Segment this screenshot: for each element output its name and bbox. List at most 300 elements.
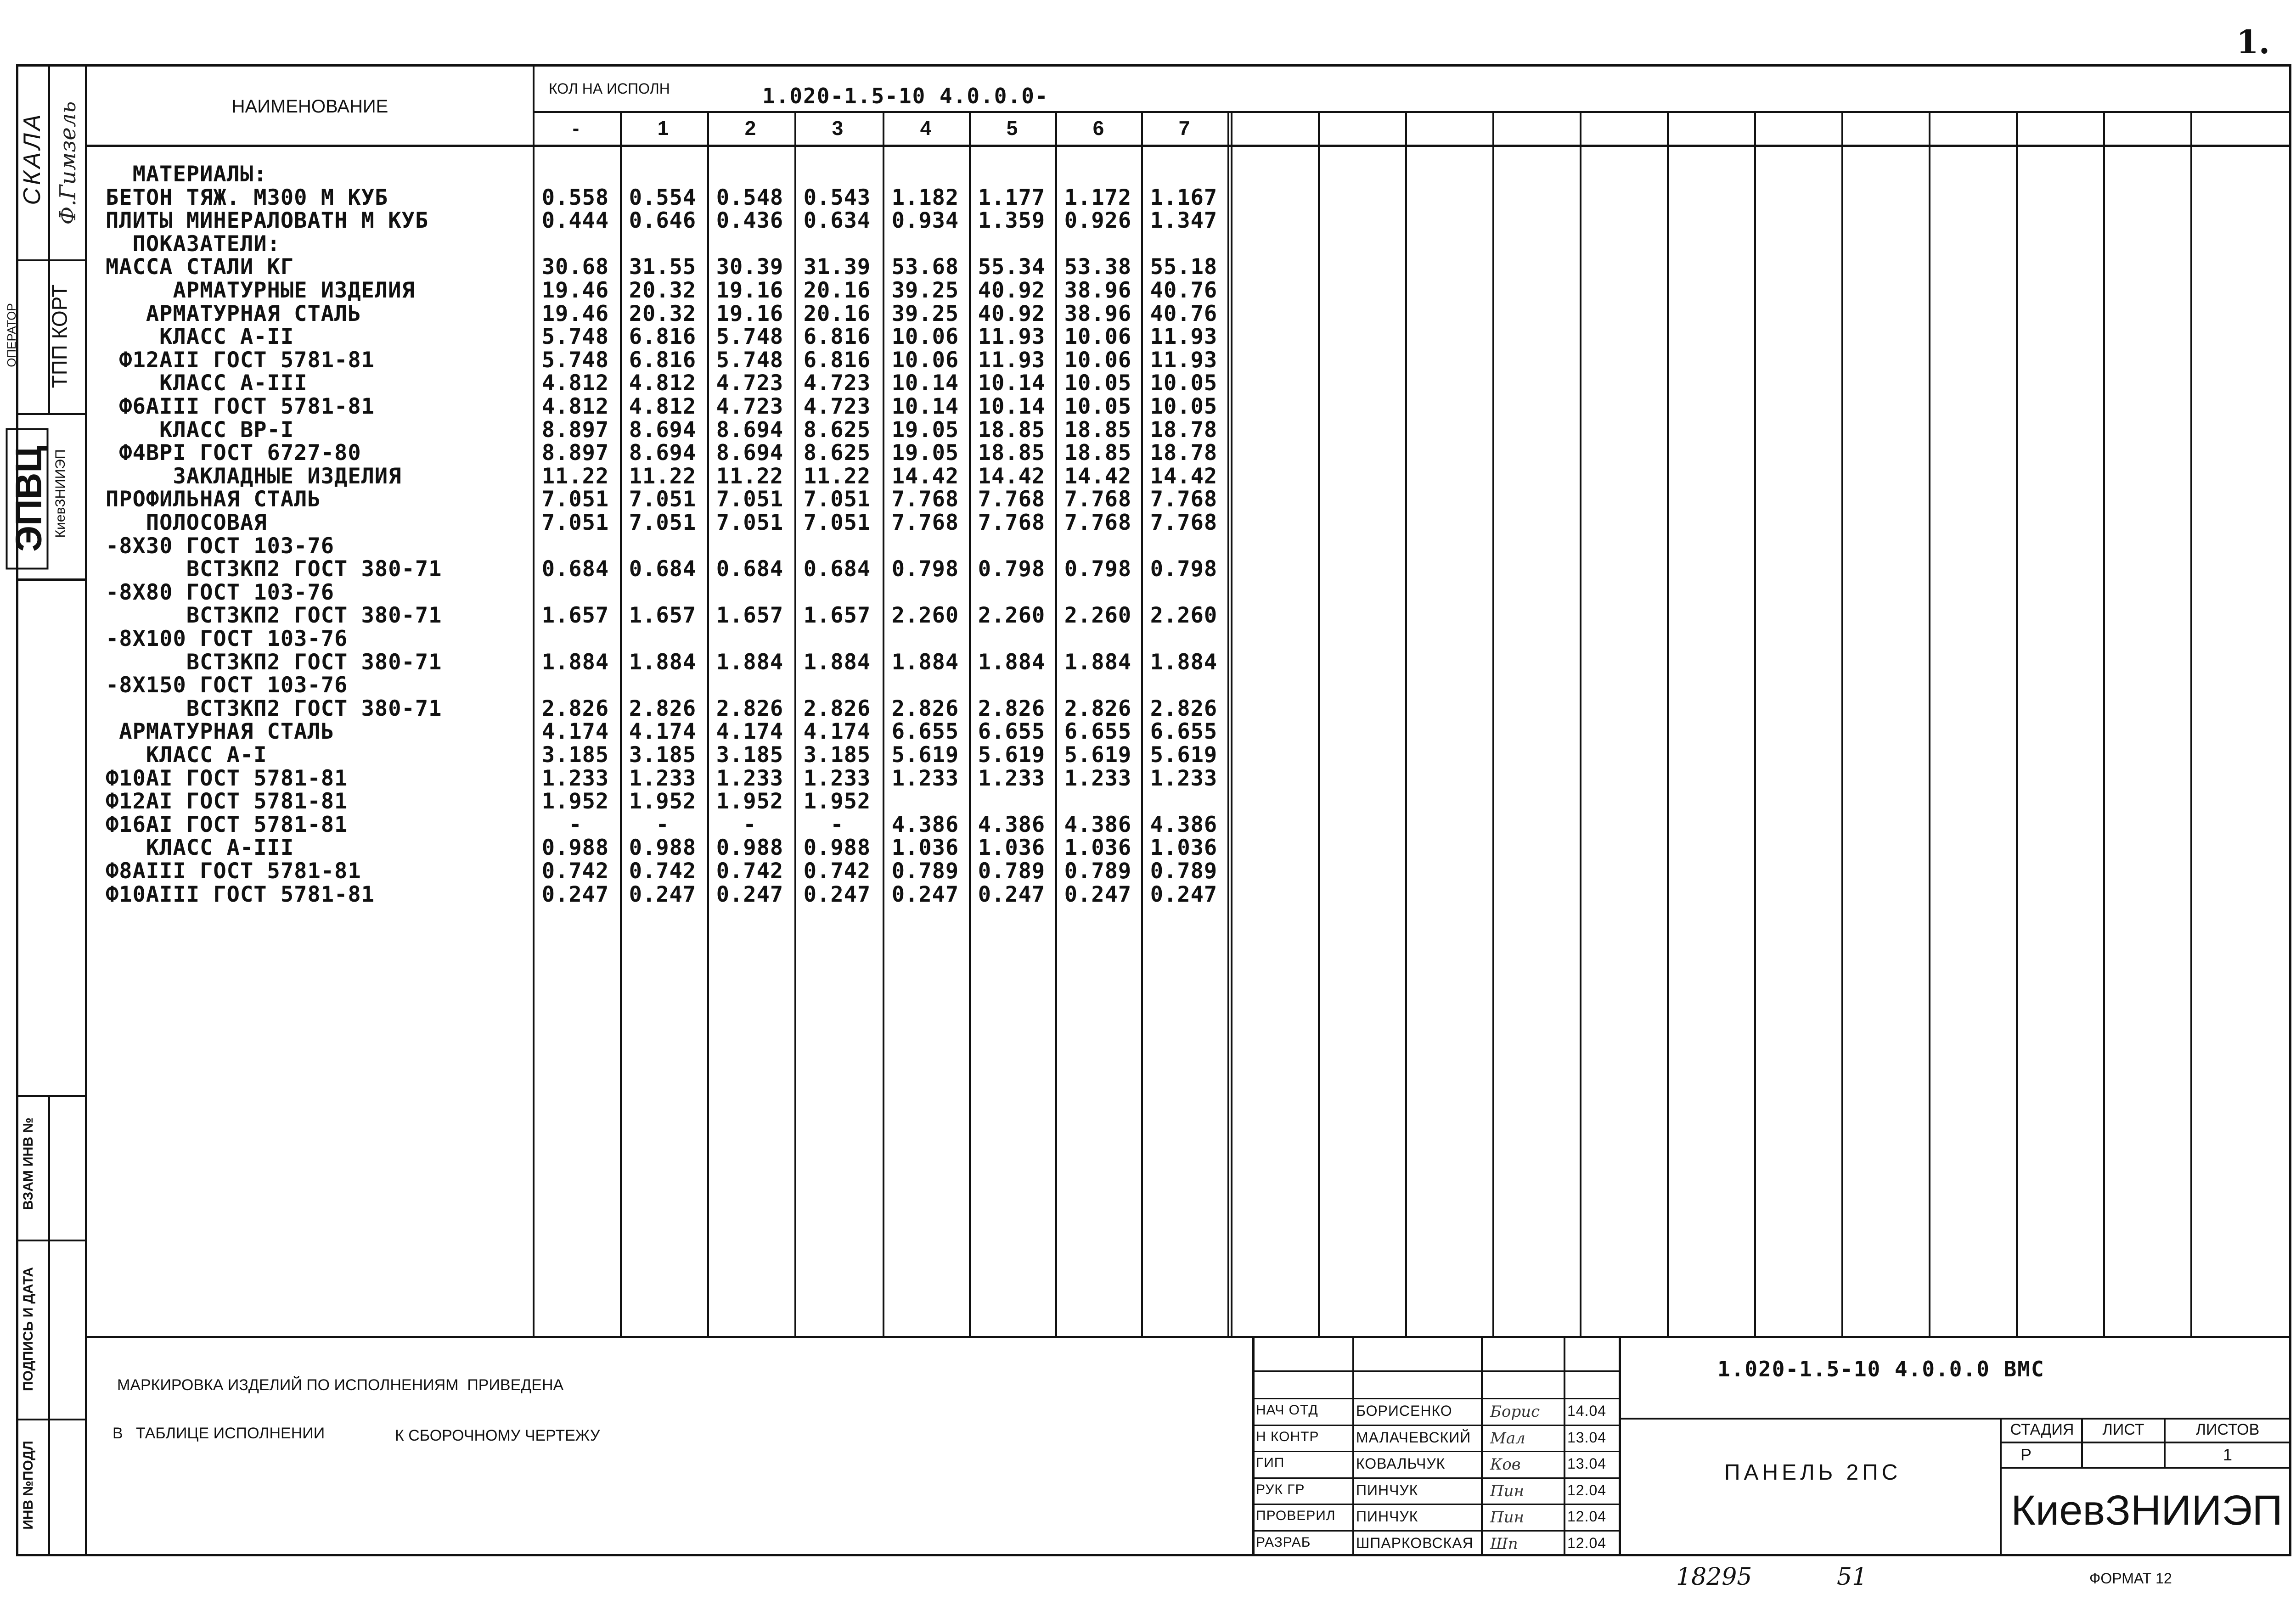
tb-role: НАЧ ОТД <box>1256 1403 1318 1418</box>
tb-row-line <box>1252 1477 1620 1479</box>
table-cell: - <box>743 812 757 837</box>
table-cell: 0.554 <box>629 185 697 210</box>
table-cell: 0.742 <box>629 859 697 884</box>
inv-podl-label: ИНВ №ПОДЛ <box>21 1441 36 1530</box>
table-row-name: Ф12АI ГОСТ 5781-81 <box>106 789 348 814</box>
table-cell: 4.723 <box>716 394 784 419</box>
tb-date: 14.04 <box>1567 1403 1607 1419</box>
table-cell: 7.051 <box>629 487 697 512</box>
table-cell: 0.558 <box>541 185 609 210</box>
note-line-1: МАРКИРОВКА ИЗДЕЛИЙ ПО ИСПОЛНЕНИЯМ ПРИВЕДЕНА <box>117 1376 564 1394</box>
table-cell: 10.06 <box>1064 347 1132 373</box>
table-cell: 10.14 <box>978 394 1046 419</box>
table-cell: 1.884 <box>1064 649 1132 675</box>
org-label: ЭПВЦ <box>6 428 49 570</box>
table-row-name: Ф10АI ГОСТ 5781-81 <box>106 765 348 791</box>
table-cell: 20.16 <box>803 301 871 326</box>
tb-person-name: БОРИСЕНКО <box>1356 1403 1452 1419</box>
table-cell: 0.988 <box>716 835 784 861</box>
table-row-name: -8Х100 ГОСТ 103-76 <box>106 626 348 651</box>
table-cell: - <box>568 812 582 837</box>
table-cell: 0.247 <box>891 881 959 907</box>
tb-person-name: МАЛАЧЕВСКИЙ <box>1356 1429 1471 1446</box>
table-cell: 18.85 <box>978 440 1046 466</box>
tb-c1-line <box>1352 1336 1354 1556</box>
table-row-name: АРМАТУРНАЯ СТАЛЬ <box>106 301 361 326</box>
header-bottom-line <box>85 145 2291 147</box>
tb-stage-bottom-line-2 <box>2000 1467 2291 1469</box>
table-row-name: -8Х30 ГОСТ 103-76 <box>106 533 335 559</box>
table-cell: 1.884 <box>891 649 959 675</box>
table-cell: 4.386 <box>891 812 959 837</box>
table-cell: 0.798 <box>1064 556 1132 582</box>
table-cell: 1.884 <box>1150 649 1218 675</box>
table-cell: 7.051 <box>541 510 609 535</box>
table-cell: 8.625 <box>803 417 871 443</box>
table-cell: 5.748 <box>541 324 609 350</box>
table-cell: 7.768 <box>978 510 1046 535</box>
table-cell: 7.768 <box>978 487 1046 512</box>
table-cell: 4.174 <box>716 719 784 745</box>
table-cell: 1.884 <box>541 649 609 675</box>
table-row-name: ВСТ3КП2 ГОСТ 380-71 <box>106 556 442 582</box>
tb-role: ГИП <box>1256 1455 1285 1470</box>
column-header: 1 <box>657 117 669 140</box>
tb-date: 12.04 <box>1567 1535 1607 1551</box>
table-cell: 19.16 <box>716 278 784 303</box>
tb-signature: Ков <box>1490 1455 1521 1474</box>
table-row-name: МАССА СТАЛИ КГ <box>106 254 294 280</box>
table-row-name: КЛАСС А-III <box>106 835 294 861</box>
tb-c4-line <box>1619 1336 1621 1556</box>
table-cell: 6.816 <box>629 324 697 350</box>
tb-role: ПРОВЕРИЛ <box>1256 1508 1336 1523</box>
tb-person-name: ШПАРКОВСКАЯ <box>1356 1535 1474 1551</box>
table-cell: 0.798 <box>978 556 1046 582</box>
table-row-name: МАТЕРИАЛЫ: <box>106 162 267 187</box>
table-cell: 4.812 <box>541 370 609 396</box>
column-divider <box>1231 111 1232 1336</box>
frame-inner-left-line <box>85 64 87 1556</box>
sheets-value: 1 <box>2223 1445 2233 1464</box>
table-cell: 3.185 <box>803 742 871 768</box>
column-divider <box>1667 111 1669 1336</box>
stage-label: СТАДИЯ <box>2010 1421 2074 1438</box>
table-cell: 18.78 <box>1150 417 1218 443</box>
table-row-name: ПОЛОСОВАЯ <box>106 510 267 535</box>
table-cell: 1.657 <box>541 603 609 629</box>
podpis-data-label: ПОДПИСЬ И ДАТА <box>21 1267 36 1392</box>
column-header: 3 <box>832 117 844 140</box>
table-row-name: КЛАСС ВР-I <box>106 417 294 443</box>
sidebar-mid-line-2 <box>48 1095 50 1556</box>
table-cell: 5.748 <box>716 324 784 350</box>
table-cell: 0.988 <box>803 835 871 861</box>
table-cell: 18.85 <box>1064 440 1132 466</box>
table-cell: 55.18 <box>1150 254 1218 280</box>
table-cell: 14.42 <box>1150 463 1218 489</box>
table-row-name: ВСТ3КП2 ГОСТ 380-71 <box>106 603 442 629</box>
table-cell: 53.38 <box>1064 254 1132 280</box>
vzam-inv-label: ВЗАМ ИНВ № <box>21 1117 36 1210</box>
table-cell: 1.233 <box>803 765 871 791</box>
note-line-2b: К СБОРОЧНОМУ ЧЕРТЕЖУ <box>395 1427 600 1444</box>
table-row-name: -8Х80 ГОСТ 103-76 <box>106 579 335 605</box>
tb-signature: Мал <box>1490 1429 1525 1448</box>
table-row-name: ВСТ3КП2 ГОСТ 380-71 <box>106 649 442 675</box>
table-cell: 1.359 <box>978 208 1046 234</box>
table-cell: 0.548 <box>716 185 784 210</box>
table-cell: 38.96 <box>1064 278 1132 303</box>
table-row-name: КЛАСС А-III <box>106 370 308 396</box>
table-cell: 18.78 <box>1150 440 1218 466</box>
table-cell: 0.742 <box>541 859 609 884</box>
table-cell: 7.051 <box>803 487 871 512</box>
table-cell: 1.036 <box>891 835 959 861</box>
table-cell: 0.646 <box>629 208 697 234</box>
frame-bottom-line <box>16 1554 2291 1556</box>
table-cell: 0.742 <box>716 859 784 884</box>
table-cell: 5.619 <box>1150 742 1218 768</box>
table-cell: 0.988 <box>629 835 697 861</box>
sheet-label: ЛИСТ <box>2102 1421 2144 1438</box>
table-cell: 0.444 <box>541 208 609 234</box>
header-code: 1.020-1.5-10 4.0.0.0- <box>762 84 1049 108</box>
table-cell: 1.884 <box>978 649 1046 675</box>
sheets-label: ЛИСТОВ <box>2195 1421 2260 1438</box>
table-row-name: КЛАСС А-I <box>106 742 267 768</box>
tb-person-name: ПИНЧУК <box>1356 1508 1418 1525</box>
table-cell: 4.174 <box>629 719 697 745</box>
table-row-name: БЕТОН ТЯЖ. М300 М КУБ <box>106 185 388 210</box>
table-cell: 19.46 <box>541 301 609 326</box>
table-row-name: КЛАСС А-II <box>106 324 294 350</box>
sidebar-sep-6 <box>16 1419 87 1420</box>
table-cell: 19.16 <box>716 301 784 326</box>
table-cell: 1.347 <box>1150 208 1218 234</box>
kol-label: КОЛ НА ИСПОЛН <box>549 80 670 97</box>
column-divider <box>1580 111 1581 1336</box>
table-cell: 1.952 <box>716 789 784 814</box>
column-divider <box>1929 111 1930 1336</box>
table-row-name: ПОКАЗАТЕЛИ: <box>106 231 281 257</box>
table-cell: 0.247 <box>1064 881 1132 907</box>
table-cell: 4.723 <box>716 370 784 396</box>
table-cell: 8.897 <box>541 440 609 466</box>
tb-date: 12.04 <box>1567 1482 1607 1498</box>
table-cell: 2.826 <box>1150 696 1218 721</box>
table-cell: 1.233 <box>629 765 697 791</box>
table-cell: 30.39 <box>716 254 784 280</box>
table-cell: 0.247 <box>629 881 697 907</box>
table-cell: - <box>656 812 670 837</box>
table-cell: 6.816 <box>803 347 871 373</box>
table-cell: 4.174 <box>803 719 871 745</box>
table-cell: 1.657 <box>803 603 871 629</box>
table-cell: 2.826 <box>1064 696 1132 721</box>
table-row-name: ПЛИТЫ МИНЕРАЛОВАТН М КУБ <box>106 208 429 234</box>
tb-row-line <box>1252 1425 1620 1426</box>
table-cell: 1.884 <box>803 649 871 675</box>
table-cell: 6.816 <box>803 324 871 350</box>
table-cell: 10.05 <box>1064 394 1132 419</box>
table-cell: 8.694 <box>716 417 784 443</box>
sidebar-sep-1 <box>16 259 87 261</box>
table-cell: 11.22 <box>629 463 697 489</box>
table-cell: 39.25 <box>891 301 959 326</box>
table-cell: 39.25 <box>891 278 959 303</box>
table-row-name: Ф12АII ГОСТ 5781-81 <box>106 347 375 373</box>
column-header: 6 <box>1092 117 1104 140</box>
table-cell: 10.06 <box>891 324 959 350</box>
table-cell: 31.39 <box>803 254 871 280</box>
table-cell: 10.06 <box>1064 324 1132 350</box>
tb-role: РУК ГР <box>1256 1482 1305 1497</box>
table-row-name: -8Х150 ГОСТ 103-76 <box>106 673 348 698</box>
table-cell: 2.826 <box>716 696 784 721</box>
table-cell: 2.826 <box>978 696 1046 721</box>
table-cell: 0.247 <box>541 881 609 907</box>
table-cell: 10.14 <box>891 394 959 419</box>
table-cell: 30.68 <box>541 254 609 280</box>
table-cell: 0.789 <box>978 859 1046 884</box>
table-cell: 1.233 <box>1064 765 1132 791</box>
column-divider <box>1754 111 1756 1336</box>
table-cell: 1.036 <box>1150 835 1218 861</box>
table-cell: 2.826 <box>891 696 959 721</box>
table-cell: 8.625 <box>803 440 871 466</box>
table-cell: 1.172 <box>1064 185 1132 210</box>
table-row-name: Ф16АI ГОСТ 5781-81 <box>106 812 348 837</box>
table-row-name: АРМАТУРНЫЕ ИЗДЕЛИЯ <box>106 278 415 303</box>
column-divider <box>2190 111 2192 1336</box>
tb-date: 13.04 <box>1567 1429 1607 1446</box>
table-cell: 1.884 <box>629 649 697 675</box>
tb-right-split-line <box>1619 1418 2291 1420</box>
column-divider <box>2103 111 2105 1336</box>
tb-left-line <box>1252 1336 1255 1556</box>
table-cell: 11.93 <box>1150 324 1218 350</box>
table-cell: 11.93 <box>1150 347 1218 373</box>
table-cell: 14.42 <box>1064 463 1132 489</box>
stage-value: Р <box>2020 1445 2032 1464</box>
table-cell: 14.42 <box>978 463 1046 489</box>
table-cell: 2.826 <box>629 696 697 721</box>
doc-title: ПАНЕЛЬ 2ПС <box>1724 1460 1902 1485</box>
table-cell: 0.684 <box>629 556 697 582</box>
table-cell: - <box>830 812 844 837</box>
tb-person-name: ПИНЧУК <box>1356 1482 1418 1498</box>
column-header: - <box>572 117 580 140</box>
table-cell: 40.92 <box>978 301 1046 326</box>
table-cell: 3.185 <box>541 742 609 768</box>
table-cell: 4.386 <box>978 812 1046 837</box>
table-row-name: Ф4ВРI ГОСТ 6727-80 <box>106 440 361 466</box>
table-cell: 1.233 <box>541 765 609 791</box>
table-cell: 18.85 <box>978 417 1046 443</box>
tb-row-line <box>1252 1370 1620 1372</box>
table-cell: 40.76 <box>1150 301 1218 326</box>
table-cell: 11.93 <box>978 324 1046 350</box>
table-cell: 1.884 <box>716 649 784 675</box>
table-cell: 6.655 <box>978 719 1046 745</box>
tb-date: 13.04 <box>1567 1455 1607 1472</box>
tb-signature: Борис <box>1490 1403 1540 1421</box>
table-cell: 7.051 <box>716 487 784 512</box>
table-cell: 20.32 <box>629 278 697 303</box>
operator-label: ОПЕРАТОР <box>5 303 18 367</box>
column-header: 7 <box>1178 117 1190 140</box>
table-row-name: Ф8АIII ГОСТ 5781-81 <box>106 859 361 884</box>
table-cell: 7.051 <box>629 510 697 535</box>
table-cell: 1.233 <box>891 765 959 791</box>
table-cell: 0.789 <box>1150 859 1218 884</box>
table-cell: 8.694 <box>629 440 697 466</box>
table-cell: 5.748 <box>716 347 784 373</box>
tb-row-line <box>1252 1504 1620 1505</box>
table-cell: 3.185 <box>629 742 697 768</box>
table-cell: 0.789 <box>1064 859 1132 884</box>
table-cell: 5.748 <box>541 347 609 373</box>
table-cell: 0.436 <box>716 208 784 234</box>
tb-c2-line <box>1481 1336 1483 1556</box>
table-cell: 0.247 <box>716 881 784 907</box>
table-cell: 0.684 <box>716 556 784 582</box>
table-cell: 4.723 <box>803 370 871 396</box>
table-cell: 2.260 <box>891 603 959 629</box>
table-cell: 4.723 <box>803 394 871 419</box>
table-row-name: ПРОФИЛЬНАЯ СТАЛЬ <box>106 487 321 512</box>
footer-num-1: 18295 <box>1676 1563 1752 1591</box>
table-cell: 7.768 <box>891 487 959 512</box>
table-cell: 1.657 <box>629 603 697 629</box>
sidebar-sep-5 <box>16 1240 87 1241</box>
table-cell: 10.14 <box>891 370 959 396</box>
table-cell: 0.742 <box>803 859 871 884</box>
doc-code: 1.020-1.5-10 4.0.0.0 ВМС <box>1717 1357 2045 1381</box>
column-divider <box>1841 111 1843 1336</box>
table-cell: 5.619 <box>891 742 959 768</box>
table-cell: 19.05 <box>891 417 959 443</box>
table-cell: 6.655 <box>891 719 959 745</box>
table-cell: 3.185 <box>716 742 784 768</box>
tb-stage-bottom-line <box>2000 1442 2291 1443</box>
tb-row-line <box>1252 1451 1620 1452</box>
format-label: ФОРМАТ 12 <box>2089 1570 2172 1587</box>
table-cell: 1.233 <box>1150 765 1218 791</box>
table-cell: 10.05 <box>1150 370 1218 396</box>
org-name: КиевЗНИИЭП <box>2011 1487 2283 1534</box>
column-header: 5 <box>1006 117 1018 140</box>
table-row-name: ЗАКЛАДНЫЕ ИЗДЕЛИЯ <box>106 463 402 489</box>
table-cell: 2.826 <box>541 696 609 721</box>
table-cell: 2.826 <box>803 696 871 721</box>
tb-date: 12.04 <box>1567 1508 1607 1525</box>
table-row-name: ВСТ3КП2 ГОСТ 380-71 <box>106 696 442 721</box>
column-header: 2 <box>744 117 756 140</box>
frame-right-line <box>2289 64 2291 1556</box>
table-cell: 20.16 <box>803 278 871 303</box>
table-cell: 8.694 <box>716 440 784 466</box>
table-cell: 6.655 <box>1064 719 1132 745</box>
table-cell: 55.34 <box>978 254 1046 280</box>
table-cell: 8.694 <box>629 417 697 443</box>
table-cell: 0.543 <box>803 185 871 210</box>
org-sub-label: КиевЗНИИЭП <box>53 449 68 538</box>
table-cell: 1.233 <box>978 765 1046 791</box>
table-cell: 8.897 <box>541 417 609 443</box>
table-cell: 2.260 <box>1064 603 1132 629</box>
tb-role: РАЗРАБ <box>1256 1535 1311 1550</box>
notes-top-line <box>85 1336 2291 1338</box>
table-cell: 2.260 <box>978 603 1046 629</box>
table-cell: 0.247 <box>1150 881 1218 907</box>
table-row-name: Ф6АIII ГОСТ 5781-81 <box>106 394 375 419</box>
table-cell: 7.768 <box>1150 510 1218 535</box>
table-cell: 4.174 <box>541 719 609 745</box>
table-cell: 10.05 <box>1064 370 1132 396</box>
tb-signature: Пин <box>1490 1482 1524 1500</box>
table-cell: 6.816 <box>629 347 697 373</box>
table-cell: 7.768 <box>891 510 959 535</box>
table-cell: 0.247 <box>803 881 871 907</box>
table-cell: 38.96 <box>1064 301 1132 326</box>
table-cell: 19.05 <box>891 440 959 466</box>
table-cell: 7.051 <box>716 510 784 535</box>
table-cell: 7.768 <box>1150 487 1218 512</box>
table-cell: 0.634 <box>803 208 871 234</box>
table-cell: 4.386 <box>1150 812 1218 837</box>
table-row-name: Ф10АIII ГОСТ 5781-81 <box>106 881 375 907</box>
header-mid-line <box>533 111 2291 113</box>
table-cell: 0.934 <box>891 208 959 234</box>
table-cell: 4.386 <box>1064 812 1132 837</box>
table-cell: 4.812 <box>629 394 697 419</box>
table-cell: 0.798 <box>1150 556 1218 582</box>
table-cell: 11.22 <box>716 463 784 489</box>
table-cell: 2.260 <box>1150 603 1218 629</box>
table-cell: 1.952 <box>803 789 871 814</box>
table-cell: 1.182 <box>891 185 959 210</box>
table-cell: 31.55 <box>629 254 697 280</box>
table-cell: 1.036 <box>1064 835 1132 861</box>
note-line-2a: В ТАБЛИЦЕ ИСПОЛНЕНИИ <box>113 1425 325 1442</box>
tb-c3-line <box>1564 1336 1565 1556</box>
table-cell: 1.657 <box>716 603 784 629</box>
sidebar-sep-3 <box>16 578 87 581</box>
table-cell: 14.42 <box>891 463 959 489</box>
table-cell: 10.05 <box>1150 394 1218 419</box>
table-cell: 0.247 <box>978 881 1046 907</box>
table-cell: 1.952 <box>541 789 609 814</box>
table-cell: 4.812 <box>541 394 609 419</box>
column-divider <box>1227 111 1229 1336</box>
table-cell: 11.22 <box>541 463 609 489</box>
name-column-header: НАИМЕНОВАНИЕ <box>231 96 388 117</box>
tb-signature: Пин <box>1490 1508 1524 1526</box>
table-cell: 1.233 <box>716 765 784 791</box>
frame-top-line <box>16 64 2291 67</box>
table-cell: 20.32 <box>629 301 697 326</box>
tb-row-line <box>1252 1398 1620 1399</box>
table-cell: 5.619 <box>978 742 1046 768</box>
table-cell: 10.06 <box>891 347 959 373</box>
table-cell: 4.812 <box>629 370 697 396</box>
table-cell: 1.177 <box>978 185 1046 210</box>
table-cell: 1.952 <box>629 789 697 814</box>
table-cell: 19.46 <box>541 278 609 303</box>
sidebar-sep-2 <box>16 413 87 415</box>
